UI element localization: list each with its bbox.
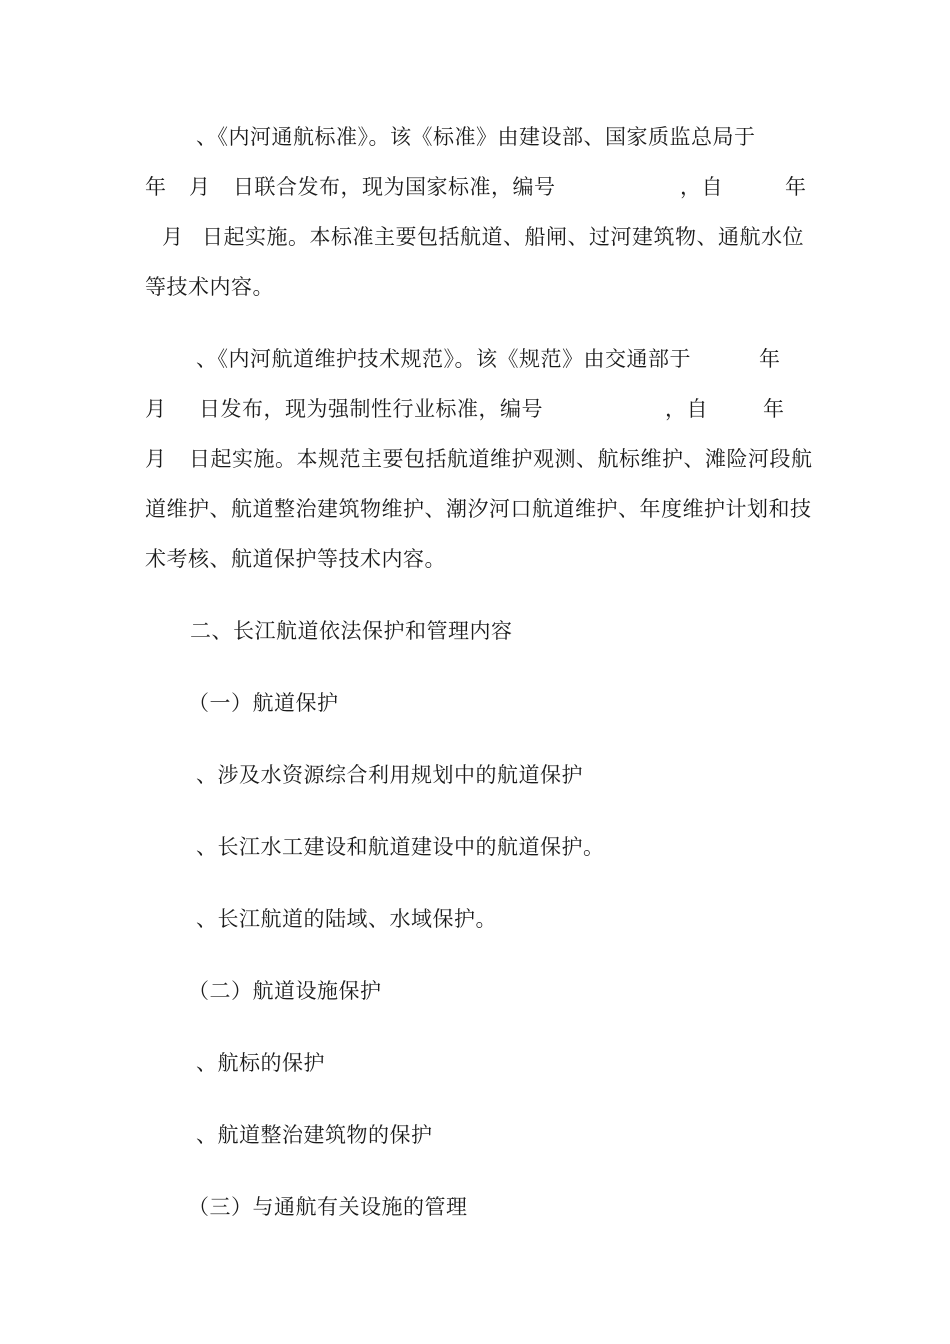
section-heading: [190, 618, 513, 696]
list-item-text: 、航道整治建筑物的保护: [196, 1123, 433, 1147]
list-item: [196, 906, 497, 984]
subheading-1-text: （一）航道保护: [188, 691, 339, 715]
para1-month-label: 月: [189, 175, 211, 199]
para2-line2: [145, 396, 815, 552]
para2-line4-text: 道维护、航道整治建筑物维护、潮汐河口航道维护、年度维护计划和技: [145, 497, 812, 521]
subheading-3-text: （三）与通航有关设施的管理: [188, 1195, 468, 1219]
para1-line4-text: 等技术内容。: [145, 275, 274, 299]
para1-year-label: 年: [145, 175, 167, 199]
para1-month-label-2: 月: [162, 225, 184, 249]
list-item-text: 、长江航道的陆域、水域保护。: [196, 907, 497, 931]
subheading-2-text: （二）航道设施保护: [188, 979, 382, 1003]
list-item-text: 、航标的保护: [196, 1051, 325, 1075]
para1-line2-text: 日联合发布，现为国家标准，编号: [233, 175, 556, 199]
section-heading-text: 二、长江航道依法保护和管理内容: [190, 619, 513, 643]
para1-year-label-2: 年: [785, 175, 807, 199]
list-item: [196, 834, 605, 912]
para2-line5: [145, 546, 446, 624]
para2-line1-text: 、《内河航道维护技术规范》。该《规范》由交通部于: [196, 347, 691, 371]
list-item: [196, 1122, 433, 1200]
para1-line2: [145, 174, 815, 356]
para2-month-label-2: 月: [145, 447, 167, 471]
para2-year-label: 年: [759, 347, 781, 371]
list-item-text: 、涉及水资源综合利用规划中的航道保护: [196, 763, 583, 787]
para1-line3-text: 日起实施。本标准主要包括航道、船闸、过河建筑物、通航水位: [202, 225, 804, 249]
para2-month-label: 月: [145, 397, 167, 421]
para1-line4: [145, 274, 274, 352]
para1-from-label: ，自: [680, 175, 723, 199]
subheading-3: [188, 1194, 468, 1272]
list-item-text: 、长江水工建设和航道建设中的航道保护。: [196, 835, 605, 859]
para2-line2-text: 日发布，现为强制性行业标准，编号: [199, 397, 543, 421]
para2-line3-text: 日起实施。本规范主要包括航道维护观测、航标维护、滩险河段航: [189, 447, 813, 471]
subheading-1: [188, 690, 339, 768]
para2-year-label-2: 年: [763, 397, 785, 421]
list-item: [196, 1050, 325, 1128]
para2-line5-text: 术考核、航道保护等技术内容。: [145, 547, 446, 571]
para2-from-label: ，自: [665, 397, 708, 421]
list-item: [196, 762, 583, 840]
para1-line1-text: 、《内河通航标准》。该《标准》由建设部、国家质监总局于: [196, 125, 756, 149]
subheading-2: [188, 978, 382, 1056]
